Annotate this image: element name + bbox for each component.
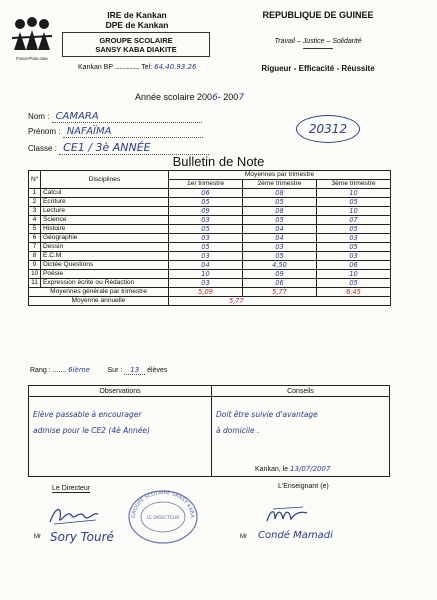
grade-t2: 03 xyxy=(243,243,317,252)
general-average-label: Moyennes générale par trimestre xyxy=(29,288,169,297)
enseignant-label: L'Enseignant (e) xyxy=(278,483,329,490)
annual-average-value: 5,77 xyxy=(169,297,391,306)
general-t2: 5,77 xyxy=(243,288,317,297)
discipline-name: Expression écrite ou Rédaction xyxy=(41,279,169,288)
grade-t1: 10 xyxy=(169,270,243,279)
grade-t3: 05 xyxy=(317,243,391,252)
grade-t3: 10 xyxy=(317,189,391,198)
classe-label: Classe : xyxy=(28,144,57,153)
motto: Travail – Justice – Solidarité xyxy=(274,38,362,45)
grade-t3: 07 xyxy=(317,216,391,225)
bp-label: Kankan BP xyxy=(78,64,113,71)
row-number: 4 xyxy=(29,216,41,225)
grade-t2: 04 xyxy=(243,225,317,234)
dpe-label: DPE de Kankan xyxy=(105,20,169,30)
table-row xyxy=(29,189,391,198)
nom-label: Nom : xyxy=(28,112,50,121)
classe-value: CE1 / 3è ANNÉE xyxy=(59,141,209,155)
rang-value: 6ième xyxy=(68,366,90,374)
stamp-center-text: LE DIRECTEUR xyxy=(146,516,180,521)
grade-t2: 09 xyxy=(243,270,317,279)
school-stamp-icon xyxy=(125,488,201,546)
directeur-label: Le Directeur xyxy=(52,485,91,492)
grade-t2: 05 xyxy=(243,252,317,261)
row-number: 2 xyxy=(29,198,41,207)
grade-t1: 06 xyxy=(169,189,243,198)
institution-header xyxy=(78,10,196,30)
observation-line2: admise pour le CE2 (4è Année) xyxy=(33,426,150,435)
school-logo-icon xyxy=(10,14,54,54)
row-number: 11 xyxy=(29,279,41,288)
discipline-name: Géographie xyxy=(41,234,169,243)
table-row xyxy=(29,279,391,288)
grade-t3: 10 xyxy=(317,207,391,216)
date-label: Kankan, le xyxy=(255,466,289,473)
discipline-name: Dictée Questions xyxy=(41,261,169,270)
discipline-name: Calcul xyxy=(41,189,169,198)
grade-t2: 08 xyxy=(243,189,317,198)
general-t3: 6,45 xyxy=(317,288,391,297)
enseignant-signature-icon xyxy=(263,503,311,527)
contact-line xyxy=(78,63,196,71)
header-disciplines: Disciplines xyxy=(41,171,169,189)
annual-average-label: Moyenne annuelle xyxy=(29,297,169,306)
grade-t1: 09 xyxy=(169,207,243,216)
grade-t2: 04 xyxy=(243,234,317,243)
grade-t1: 03 xyxy=(169,216,243,225)
grade-t1: 03 xyxy=(169,279,243,288)
prenom-label: Prénom : xyxy=(28,127,61,136)
republic-header xyxy=(238,10,398,73)
header-t1: 1er trimestre xyxy=(169,180,243,189)
header-t2: 2ème trimestre xyxy=(243,180,317,189)
date-year-digit: 7 xyxy=(325,465,331,473)
row-number: 7 xyxy=(29,243,41,252)
observations-table xyxy=(28,385,390,477)
discipline-name: Dessin xyxy=(41,243,169,252)
discipline-name: Poésie xyxy=(41,270,169,279)
prenom-field xyxy=(28,126,203,138)
conseils-header: Conseils xyxy=(212,386,390,397)
row-number: 1 xyxy=(29,189,41,198)
discipline-name: Ecriture xyxy=(41,198,169,207)
directeur-name: Sory Touré xyxy=(50,530,114,544)
grade-t1: 05 xyxy=(169,243,243,252)
logo-caption: Force-Paix-Joie xyxy=(16,56,48,61)
school-year xyxy=(135,92,244,103)
table-row xyxy=(29,261,391,270)
conseil-line1: Doit être suivie d'avantage xyxy=(216,410,318,419)
grade-t3: 03 xyxy=(317,252,391,261)
nom-value: CAMARA xyxy=(52,111,202,123)
grade-t1: 05 xyxy=(169,198,243,207)
school-year-label: Année scolaire 200 xyxy=(135,92,213,102)
table-row xyxy=(29,270,391,279)
observations-cell xyxy=(29,397,212,477)
date-value: 13/07/200 xyxy=(290,465,326,473)
groupe-line1: GROUPE SCOLAIRE xyxy=(99,36,173,45)
tel-value: 64.40.93.26 xyxy=(154,63,197,71)
rank-line xyxy=(30,366,167,374)
row-number: 3 xyxy=(29,207,41,216)
classe-field xyxy=(28,141,209,155)
bulletin-title: Bulletin de Note xyxy=(172,154,265,169)
discipline-name: Histoire xyxy=(41,225,169,234)
grade-t1: 03 xyxy=(169,252,243,261)
grade-t2: 05 xyxy=(243,198,317,207)
school-year-start: 6 xyxy=(212,93,218,103)
table-row xyxy=(29,252,391,261)
general-average-row xyxy=(29,288,391,297)
observations-header: Observations xyxy=(29,386,212,397)
directeur-mr-label: Mr xyxy=(34,534,41,540)
grade-t2: 4,50 xyxy=(243,261,317,270)
grade-t1: 05 xyxy=(169,225,243,234)
rang-label: Rang : xyxy=(30,367,51,374)
bp-dots: ................. xyxy=(114,64,140,71)
school-year-end: 7 xyxy=(238,93,245,103)
sur-label: Sur : xyxy=(107,367,123,374)
table-row xyxy=(29,225,391,234)
divider xyxy=(303,48,333,49)
table-row xyxy=(29,234,391,243)
nom-field xyxy=(28,111,202,123)
grade-t3: 03 xyxy=(317,234,391,243)
row-number: 5 xyxy=(29,225,41,234)
observation-line1: Elève passable à encourager xyxy=(33,410,142,419)
enseignant-name: Condé Mamadi xyxy=(258,530,333,541)
table-row xyxy=(29,207,391,216)
student-number: 20312 xyxy=(296,115,360,143)
grade-t3: 05 xyxy=(317,279,391,288)
grade-t2: 06 xyxy=(243,279,317,288)
rigueur-motto: Rigueur - Efficacité - Réussite xyxy=(261,64,375,73)
table-row xyxy=(29,243,391,252)
discipline-name: E.C.M xyxy=(41,252,169,261)
directeur-signature-icon xyxy=(46,502,102,530)
grade-t3: 05 xyxy=(317,198,391,207)
header-t3: 3ème trimestre xyxy=(317,180,391,189)
groupe-line2: SANSY KABA DIAKITE xyxy=(95,45,177,54)
header-moyennes: Moyennes par trimestre xyxy=(169,171,391,180)
grade-t1: 03 xyxy=(169,234,243,243)
prenom-value: NAFAÏMA xyxy=(63,126,203,138)
grade-t3: 06 xyxy=(317,261,391,270)
stamp-text: GROUPE SCOLAIRE SANSY KABA xyxy=(130,489,196,519)
table-header-row xyxy=(29,171,391,180)
grade-t1: 04 xyxy=(169,261,243,270)
enseignant-mr-label: Mr xyxy=(240,534,247,540)
tel-label: Tel: xyxy=(141,64,153,71)
republic-title: REPUBLIQUE DE GUINEE xyxy=(262,10,374,20)
grade-t2: 08 xyxy=(243,207,317,216)
school-year-sep: - 200 xyxy=(217,92,239,102)
conseil-line2: à domicile . xyxy=(216,426,260,435)
rang-dots: ....... xyxy=(52,367,67,374)
grade-t3: 10 xyxy=(317,270,391,279)
header-no: N° xyxy=(29,171,41,189)
grade-t3: 05 xyxy=(317,225,391,234)
row-number: 6 xyxy=(29,234,41,243)
table-row xyxy=(29,198,391,207)
row-number: 10 xyxy=(29,270,41,279)
general-t1: 5,09 xyxy=(169,288,243,297)
grades-table xyxy=(28,170,391,306)
sur-value: 13 xyxy=(124,366,145,375)
row-number: 9 xyxy=(29,261,41,270)
annual-average-row xyxy=(29,297,391,306)
discipline-name: Lecture xyxy=(41,207,169,216)
school-name-box xyxy=(62,32,210,57)
eleves-label: élèves xyxy=(147,367,168,374)
table-row xyxy=(29,216,391,225)
discipline-name: Science xyxy=(41,216,169,225)
grade-t2: 05 xyxy=(243,216,317,225)
date-line xyxy=(255,465,330,473)
row-number: 8 xyxy=(29,252,41,261)
ire-label: IRE de Kankan xyxy=(107,10,167,20)
